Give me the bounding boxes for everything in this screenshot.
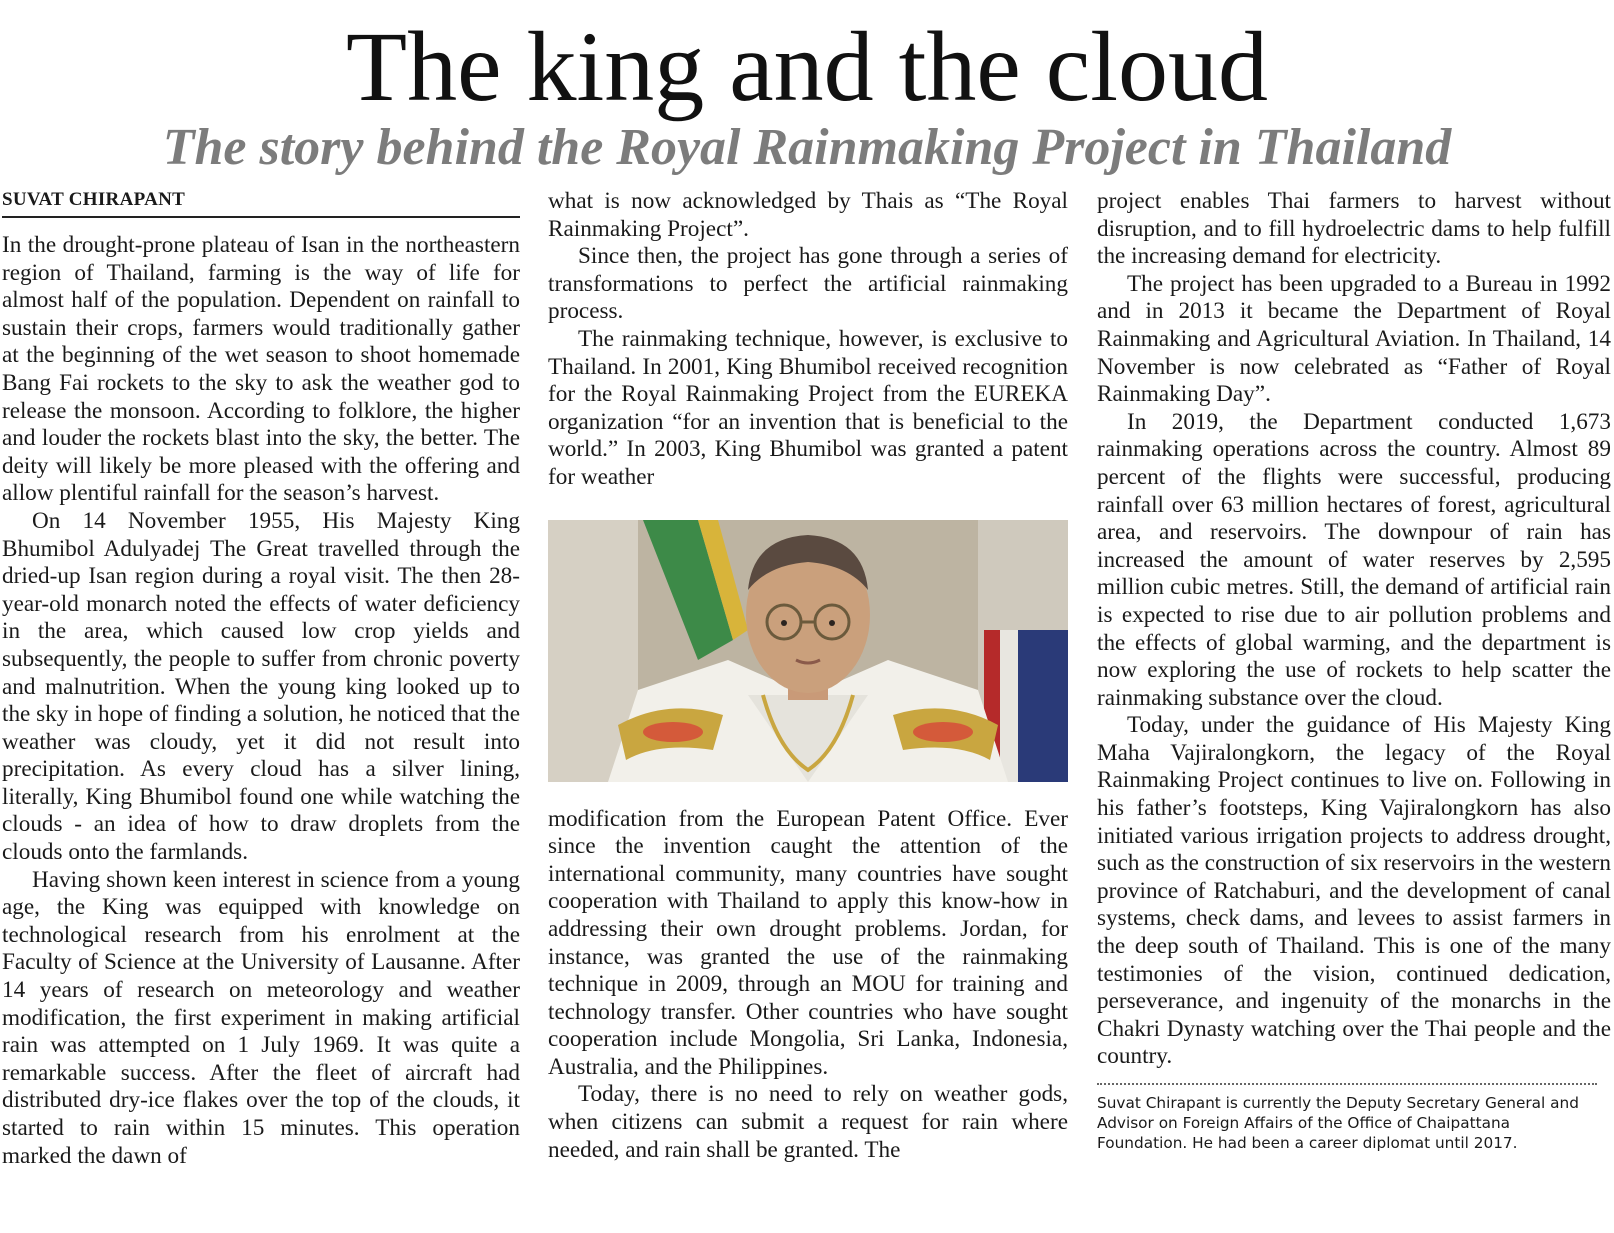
paragraph-8: In 2019, the Department conducted 1,673 rainmaking operations across the country. Almost 89 percent of the flights were successful, producing rainfall over 63 million hectares of forest, agricultural area, and reservoirs. The downpour of rain has increased the amount of water reserves by 2,595 million cubic metres. Still, the demand of artificial rain is expected to rise due to air pollution problems and the effects of global warming, and the department is now exploring the use of rockets to help scatter the rainmaking substance over the cloud. [1097,408,1611,711]
paragraph-5: The rainmaking technique, however, is exclusive to Thailand. In 2001, King Bhumibol received recognition for the Royal Rainmaking Project from the EUREKA organization “for an invention that is beneficial to the world.” In 2003, King Bhumibol was granted a patent for weather [548,325,1068,490]
column-3 [1097,188,1611,1153]
paragraph-6: Today, there is no need to rely on weather gods, when citizens can submit a request for rain where needed, and rain shall be granted. The [548,1081,1068,1163]
paragraph-9: Today, under the guidance of His Majesty King Maha Vajiralongkorn, the legacy of the Royal Rainmaking Project continues to live on. Following in his father’s footsteps, King Vajiralongkorn has also initiated various irrigation projects to address drought, such as the construction of six reservoirs in the western province of Ratchaburi, and the development of canal systems, check dams, and levees to assist farmers in the deep south of Thailand. This is one of the many testimonies of the vision, continued dedication, perseverance, and ingenuity of the monarchs in the Chakri Dynasty watching over the Thai people and the country. [1097,712,1611,1070]
column-2 [548,188,1068,1164]
portrait-illustration [548,520,1068,782]
paragraph-3: Having shown keen interest in science from a young age, the King was equipped with knowledge on technological research from his enrolment at the Faculty of Science at the University of Lausanne. After 14 years of research on meteorology and weather modification, the first experiment in making artificial rain was attempted on 1 July 1969. It was quite a remarkable success. After the fleet of aircraft had distributed dry-ice flakes over the top of the clouds, it started to rain within 15 minutes. This operation marked the dawn of [2,866,520,1169]
paragraph-3-continued: what is now acknowledged by Thais as “The Royal Rainmaking Project”. [548,188,1068,242]
paragraph-7: The project has been upgraded to a Bureau in 1992 and in 2013 it became the Department of Royal Rainmaking and Agricultural Aviation. In Thailand, 14 November is now celebrated as “Father of Royal Rainmaking Day”. [1097,270,1611,408]
article-subtitle: The story behind the Royal Rainmaking Project in Thailand [162,119,1452,176]
king-portrait-photo [548,520,1068,782]
paragraph-5-continued: modification from the European Patent Office. Ever since the invention caught the attention of the international community, many countries have sought cooperation with Thailand to apply this know-how in addressing their own drought problems. Jordan, for instance, was granted the use of the rainmaking technique in 2009, through an MOU for training and technology transfer. Other countries who have sought cooperation include Mongolia, Sri Lanka, Indonesia, Australia, and the Philippines. [548,805,1068,1080]
article-title: The king and the cloud [346,11,1268,122]
column-1 [2,188,520,1170]
dotted-divider [1097,1083,1597,1085]
paragraph-4: Since then, the project has gone through a series of transformations to perfect the artificial rainmaking process. [548,243,1068,325]
author-note: Suvat Chirapant is currently the Deputy Secretary General and Advisor on Foreign Affairs of the Office of Chaipattana Foundation. He had been a career diplomat until 2017. [1097,1094,1579,1152]
paragraph-2: On 14 November 1955, His Majesty King Bhumibol Adulyadej The Great travelled through the dried-up Isan region during a royal visit. The then 28-year-old monarch noted the effects of water deficiency in the area, which caused low crop yields and subsequently, the people to suffer from chronic poverty and malnutrition. When the young king looked up to the sky in hope of finding a solution, he noticed that the weather was cloudy, yet it did not result into precipitation. As every cloud has a silver lining, literally, King Bhumibol found one while watching the clouds - an idea of how to draw droplets from the clouds onto the farmlands. [2,507,520,866]
byline: SUVAT CHIRAPANT [2,188,520,218]
paragraph-6-continued: project enables Thai farmers to harvest without disruption, and to fill hydroelectric dams to help fulfill the increasing demand for electricity. [1097,188,1611,270]
paragraph-1: In the drought-prone plateau of Isan in the northeastern region of Thailand, farming is the way of life for almost half of the population. Dependent on rainfall to sustain their crops, farmers would traditionally gather at the beginning of the wet season to shoot homemade Bang Fai rockets to the sky to ask the weather god to release the monsoon. According to folklore, the higher and louder the rockets blast into the sky, the better. The deity will likely be more pleased with the offering and allow plentiful rainfall for the season’s harvest. [2,232,520,507]
